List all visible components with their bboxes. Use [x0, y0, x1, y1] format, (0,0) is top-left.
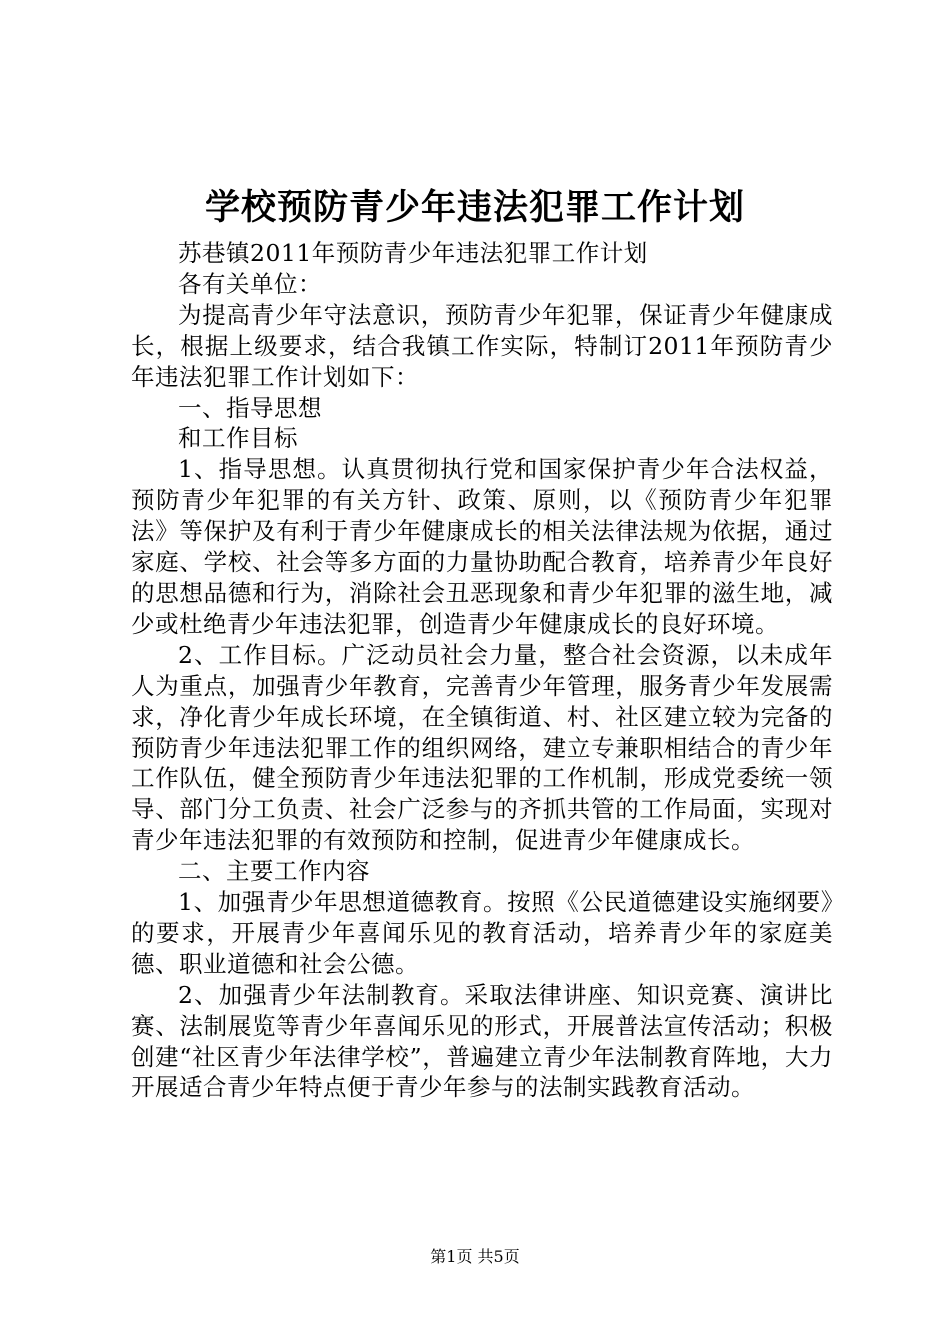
body-paragraph: 2、加强青少年法制教育。采取法律讲座、知识竞赛、演讲比赛、法制展览等青少年喜闻乐见的形式，开展普法宣传活动；积极创建“社区青少年法律学校”，普遍建立青少年法制教育阵地，大力开展适合青少年特点便于青少年参与的法制实践教育活动。	[131, 980, 833, 1102]
document-body	[131, 238, 833, 1103]
intro-paragraph: 为提高青少年守法意识，预防青少年犯罪，保证青少年健康成长，根据上级要求，结合我镇工作实际，特制订2011年预防青少年违法犯罪工作计划如下：	[131, 300, 833, 391]
section-heading-2: 二、主要工作内容	[178, 857, 370, 886]
body-paragraph: 1、指导思想。认真贯彻执行党和国家保护青少年合法权益，预防青少年犯罪的有关方针、政策、原则，以《预防青少年犯罪法》等保护及有利于青少年健康成长的相关法律法规为依据，通过家庭、学校、社会等多方面的力量协助配合教育，培养青少年良好的思想品德和行为，消除社会丑恶现象和青少年犯罪的滋生地，减少或杜绝青少年违法犯罪，创造青少年健康成长的良好环境。	[131, 455, 833, 638]
body-paragraph: 2、工作目标。广泛动员社会力量，整合社会资源，以未成年人为重点，加强青少年教育，完善青少年管理，服务青少年发展需求，净化青少年成长环境，在全镇街道、村、社区建立较为完备的预防青少年违法犯罪工作的组织网络，建立专兼职相结合的青少年工作队伍，健全预防青少年违法犯罪的工作机制，形成党委统一领导、部门分工负责、社会广泛参与的齐抓共管的工作局面，实现对青少年违法犯罪的有效预防和控制，促进青少年健康成长。	[131, 640, 833, 855]
salutation-paragraph: 各有关单位：	[178, 269, 322, 298]
section-heading-1: 一、指导思想	[178, 393, 322, 422]
document-title: 学校预防青少年违法犯罪工作计划	[204, 187, 745, 228]
page-number-footer: 第1页 共5页	[430, 1247, 520, 1266]
section-heading-1-cont: 和工作目标	[178, 424, 298, 453]
subtitle-paragraph: 苏巷镇2011年预防青少年违法犯罪工作计划	[178, 239, 648, 267]
body-paragraph: 1、加强青少年思想道德教育。按照《公民道德建设实施纲要》的要求，开展青少年喜闻乐见的教育活动，培养青少年的家庭美德、职业道德和社会公德。	[131, 888, 833, 978]
